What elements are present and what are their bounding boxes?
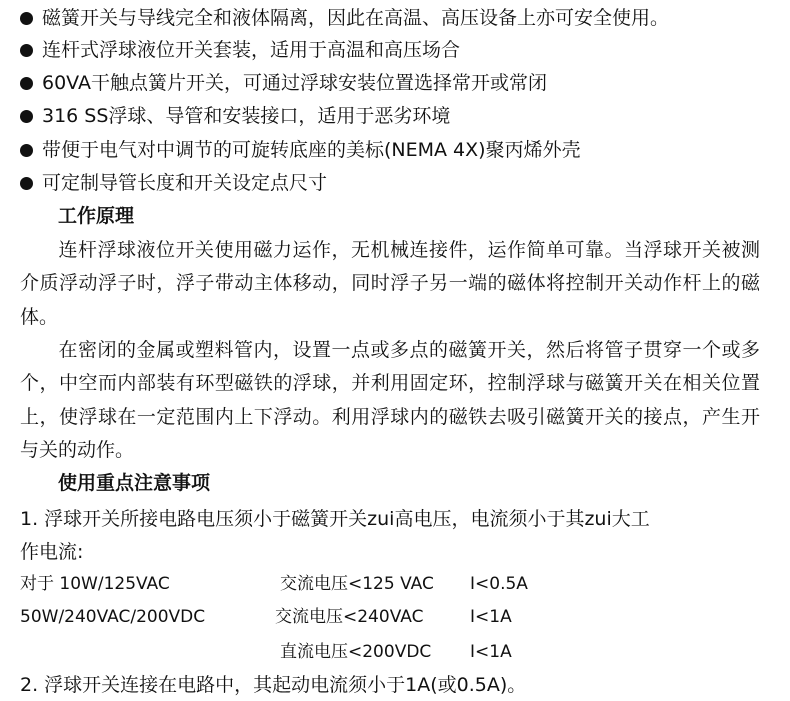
- note-item-1-line-2: 作电流:: [20, 541, 84, 563]
- current-cell: I<1A: [470, 607, 512, 627]
- section-heading-notes: 使用重点注意事项: [58, 472, 211, 494]
- rating-cell: 50W/240VAC/200VDC: [20, 607, 206, 627]
- bullet-dot-icon: [20, 77, 33, 90]
- note-item-1-line-1: 1. 浮球开关所接电路电压须小于磁簧开关zui高电压，电流须小于其zui大工: [20, 508, 650, 530]
- feature-text: 连杆式浮球液位开关套装，适用于高温和高压场合: [42, 39, 461, 61]
- rating-cell: 对于 10W/125VAC: [20, 574, 170, 594]
- feature-bullet: [20, 137, 581, 163]
- feature-text: 磁簧开关与导线完全和液体隔离，因此在高温、高压设备上亦可安全使用。: [42, 7, 670, 29]
- feature-bullet: [20, 103, 450, 129]
- current-cell: I<1A: [470, 642, 512, 662]
- note-item-2: 2. 浮球开关连接在电路中，其起动电流须小于1A(或0.5A)。: [20, 674, 527, 696]
- feature-text: 可定制导管长度和开关设定点尺寸: [42, 172, 328, 194]
- voltage-cell: 直流电压<200VDC: [280, 642, 432, 662]
- feature-bullet: [20, 70, 547, 96]
- feature-text: 带便于电气对中调节的可旋转底座的美标(NEMA 4X)聚丙烯外壳: [42, 139, 581, 161]
- feature-bullet: [20, 170, 327, 196]
- voltage-cell: 交流电压<125 VAC: [280, 574, 434, 594]
- bullet-dot-icon: [20, 177, 33, 190]
- bullet-dot-icon: [20, 110, 33, 123]
- bullet-dot-icon: [20, 44, 33, 57]
- feature-bullet: [20, 5, 669, 31]
- feature-text: 316 SS浮球、导管和安装接口，适用于恶劣环境: [42, 105, 451, 127]
- principle-paragraph-2: [20, 334, 760, 467]
- current-cell: I<0.5A: [470, 574, 528, 594]
- feature-bullet: [20, 37, 460, 63]
- principle-paragraph-1: [20, 234, 760, 334]
- feature-text: 60VA干触点簧片开关，可通过浮球安装位置选择常开或常闭: [42, 72, 547, 94]
- section-heading-principle: 工作原理: [58, 205, 135, 227]
- principle-text-1: 连杆浮球液位开关使用磁力运作，无机械连接件，运作简单可靠。当浮球开关被测介质浮动浮子时，浮子带动主体移动，同时浮子另一端的磁体将控制开关动作杆上的磁体。: [20, 239, 760, 328]
- principle-text-2: 在密闭的金属或塑料管内，设置一点或多点的磁簧开关，然后将管子贯穿一个或多个，中空而内部装有环型磁铁的浮球，并利用固定环，控制浮球与磁簧开关在相关位置上，使浮球在一定范围内上下浮动。利用浮球内的磁铁去吸引磁簧开关的接点，产生开与关的动作。: [20, 339, 760, 461]
- voltage-cell: 交流电压<240VAC: [275, 607, 424, 627]
- bullet-dot-icon: [20, 12, 33, 25]
- bullet-dot-icon: [20, 144, 33, 157]
